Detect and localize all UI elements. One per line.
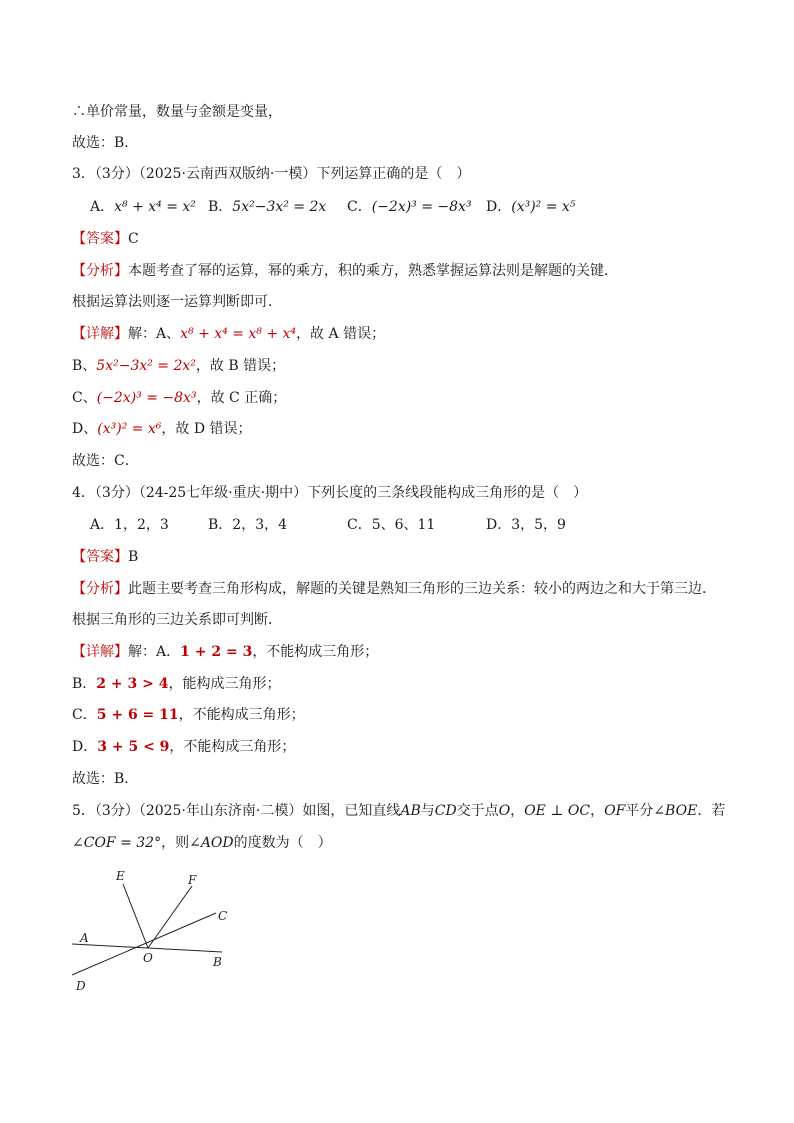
detail-3-d: D、(x³)² = x⁶，故 D 错误；: [72, 421, 252, 437]
analysis-4-line2: 根据三角形的三边关系即可判断．: [72, 612, 282, 628]
ray-oe: [123, 884, 148, 948]
ray-of: [148, 886, 192, 948]
select-3: 故选：C．: [72, 453, 139, 469]
label-d: D: [76, 979, 86, 993]
label-c: C: [218, 909, 228, 923]
analysis-3-line2: 根据运算法则逐一运算判断即可．: [72, 294, 282, 310]
text-line: ∴单价常量，数量与金额是变量，: [72, 104, 282, 120]
q4-option-b: B．2，3，4: [208, 517, 288, 533]
answer-3: 【答案】C: [72, 231, 139, 247]
detail-3-c: C、(−2x)³ = −8x³，故 C 正确；: [72, 390, 287, 406]
q3-option-b: B．5x²−3x² = 2x: [208, 199, 327, 215]
question-3-stem: 3．（3分）（2025·云南西双版纳·一模）下列运算正确的是（ ）: [72, 166, 471, 182]
detail-3-a: 【详解】解：A、x⁸ + x⁴ = x⁸ + x⁴，故 A 错误；: [72, 326, 386, 342]
analysis-4: 【分析】此题主要考查三角形构成，解题的关键是熟知三角形的三边关系：较小的两边之和大于第三边．: [72, 581, 716, 597]
label-b: B: [213, 955, 222, 969]
q4-option-c: C．5、6、11: [347, 517, 436, 533]
detail-4-a: 【详解】解：A．1 + 2 = 3，不能构成三角形；: [72, 644, 379, 660]
line-cd: [72, 913, 216, 975]
detail-4-c: C．5 + 6 = 11，不能构成三角形；: [72, 707, 305, 723]
detail-4-b: B．2 + 3 > 4，能构成三角形；: [72, 676, 281, 692]
text-line: 故选：B．: [72, 135, 139, 151]
q4-option-d: D．3，5，9: [486, 517, 566, 533]
label-a: A: [80, 931, 89, 945]
answer-4: 【答案】B: [72, 549, 139, 565]
question-5-stem: 5．（3分）（2025·年山东济南·二模）如图，已知直线AB与CD交于点O，OE ⊥ OC，OF平分∠BOE．若: [72, 803, 726, 819]
select-4: 故选：B．: [72, 771, 139, 787]
q3-option-a: A．x⁸ + x⁴ = x²: [90, 199, 196, 215]
label-f: F: [188, 873, 197, 887]
question-5-line2: ∠COF = 32°，则∠AOD的度数为（ ）: [72, 835, 332, 851]
detail-4-d: D．3 + 5 < 9，不能构成三角形；: [72, 739, 296, 755]
detail-3-b: B、5x²−3x² = 2x²，故 B 错误；: [72, 358, 286, 374]
geometry-figure: [68, 866, 238, 996]
analysis-3: 【分析】本题考查了幂的运算，幂的乘方，积的乘方，熟悉掌握运算法则是解题的关键．: [72, 263, 618, 279]
q3-option-d: D．(x³)² = x⁵: [486, 199, 576, 215]
question-4-stem: 4．（3分）（24-25七年级·重庆·期中）下列长度的三条线段能构成三角形的是（ ）: [72, 485, 588, 501]
q3-option-c: C．(−2x)³ = −8x³: [347, 199, 472, 215]
q4-option-a: A．1，2，3: [90, 517, 169, 533]
label-o: O: [143, 951, 153, 965]
label-e: E: [116, 869, 125, 883]
